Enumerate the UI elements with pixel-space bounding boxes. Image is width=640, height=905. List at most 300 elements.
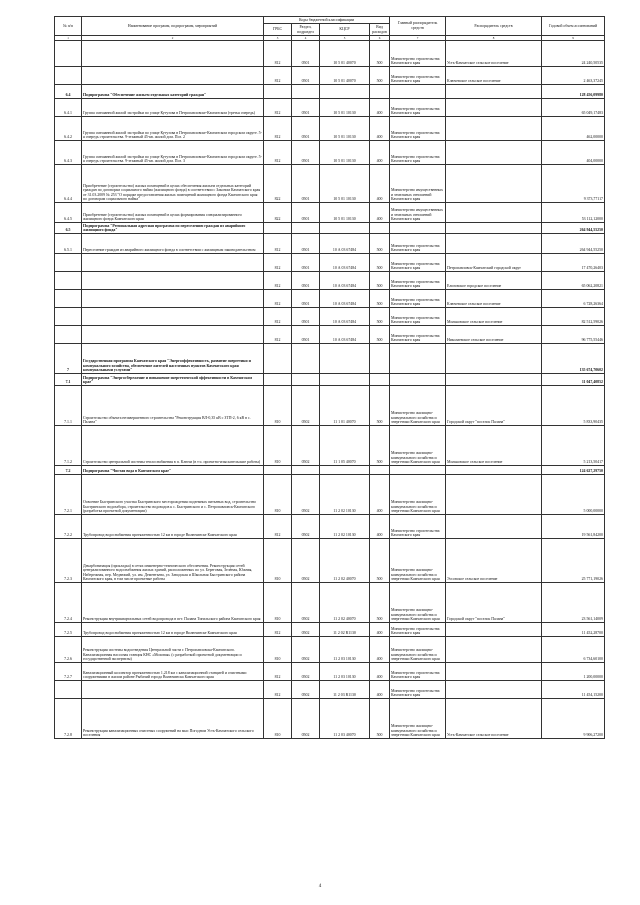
row-manager xyxy=(446,515,542,539)
row-name xyxy=(82,272,264,290)
row-name xyxy=(82,41,264,67)
row-main-manager: Министерство строительства Камчатского края xyxy=(390,623,446,637)
row-razdel: 0502 xyxy=(292,515,320,539)
row-grbs: 812 xyxy=(264,326,292,344)
row-vr: 400 xyxy=(370,515,390,539)
row-name: Подпрограмма "Чистая вода в Камчатском крае" xyxy=(82,466,264,475)
row-sum: 124 627,29750 xyxy=(542,466,605,475)
row-name: Реконструкция канализационных очистных сооружений на мыс Погодном Усть-Камчатского сельского поселения xyxy=(82,699,264,739)
row-vr: 400 xyxy=(370,165,390,203)
row-name: Трубопровод водоснабжения протяженностью 12 км в городе Вилючинске Камчатского края xyxy=(82,623,264,637)
row-main-manager xyxy=(390,85,446,99)
row-razdel: 0501 xyxy=(292,41,320,67)
row-name: Группа смешанной жилой застройки по улице Кутузова в Петропавловске-Камчатском (третья очередь) xyxy=(82,99,264,117)
row-sum: 24 240,50535 xyxy=(542,41,605,67)
row-sum: 6 734,60100 xyxy=(542,637,605,663)
table-row xyxy=(55,272,605,290)
row-name: Реконструкция внутриквартальных сетей водопровода в пгт. Палана Тигильского района Камчатского края xyxy=(82,583,264,623)
row-main-manager: Министерство строительства Камчатского края xyxy=(390,41,446,67)
row-grbs: 812 xyxy=(264,623,292,637)
row-manager xyxy=(446,141,542,165)
row-name: Канализационный коллектор протяженностью 1,218 км с канализационной станцией и очистными сооружениями в жилом районе Рыбачий города Вилючинска Камчатского края xyxy=(82,663,264,681)
row-number: 7.1.2 xyxy=(55,426,82,466)
row-manager xyxy=(446,623,542,637)
row-name: Подпрограмма "Энергосбережение и повышение энергетической эффективности в Камчатском крае" xyxy=(82,374,264,386)
row-razdel: 0501 xyxy=(292,141,320,165)
row-grbs: 822 xyxy=(264,203,292,223)
row-number: 6.4.4 xyxy=(55,165,82,203)
row-vr: 400 xyxy=(370,663,390,681)
row-sum: 5 000,00000 xyxy=(542,475,605,515)
row-number: 7.2.5 xyxy=(55,623,82,637)
table-row xyxy=(55,663,605,681)
row-number xyxy=(55,681,82,699)
row-manager: Петропавловск-Камчатский городской округ xyxy=(446,254,542,272)
row-number: 7.1.1 xyxy=(55,386,82,426)
row-name xyxy=(82,681,264,699)
row-number: 7.2.6 xyxy=(55,637,82,663)
row-ksr: 11 2 02 40070 xyxy=(320,539,370,583)
row-vr: 500 xyxy=(370,426,390,466)
row-razdel: 0502 xyxy=(292,475,320,515)
row-number: 6.4.2 xyxy=(55,117,82,141)
row-manager xyxy=(446,223,542,234)
row-ksr: 11 2 03 R1130 xyxy=(320,681,370,699)
row-manager: Городской округ "поселок Палана" xyxy=(446,583,542,623)
row-name: Группа смешанной жилой застройки по улице Кутузова в Петропавловске-Камчатском городском округе. 5-я очередь строительства. 9-этажный 45-кв. жилой дом. Поз. 2 xyxy=(82,117,264,141)
row-number: 7.2.4 xyxy=(55,583,82,623)
row-vr: 500 xyxy=(370,308,390,326)
row-sum: 264 944,55250 xyxy=(542,223,605,234)
row-vr xyxy=(370,374,390,386)
row-ksr: 11 2 02 10130 xyxy=(320,515,370,539)
row-grbs: 812 xyxy=(264,99,292,117)
row-grbs: 812 xyxy=(264,117,292,141)
row-razdel xyxy=(292,223,320,234)
row-razdel: 0501 xyxy=(292,203,320,223)
row-vr: 400 xyxy=(370,623,390,637)
row-ksr xyxy=(320,85,370,99)
header-total: Годовой объем ассигнований xyxy=(542,17,605,36)
row-vr: 500 xyxy=(370,290,390,308)
row-manager: Усть-Камчатское сельское поселение xyxy=(446,699,542,739)
row-ksr: 10 А 03 67484 xyxy=(320,234,370,254)
row-name: Переселение граждан из аварийного жилищного фонда в соответствии с жилищным законодательством xyxy=(82,234,264,254)
row-grbs xyxy=(264,374,292,386)
header-vr: Вид расходов xyxy=(370,24,390,36)
row-name: Трубопровод водоснабжения протяженностью 12 км в городе Вилючинске Камчатского края xyxy=(82,515,264,539)
row-razdel: 0501 xyxy=(292,117,320,141)
row-manager: Мильковское сельское поселение xyxy=(446,426,542,466)
row-sum: 96 775,55446 xyxy=(542,326,605,344)
row-name: Подпрограмма "Обеспечение жильем отдельных категорий граждан" xyxy=(82,85,264,99)
row-grbs: 810 xyxy=(264,583,292,623)
row-manager: Мильковское сельское поселение xyxy=(446,308,542,326)
row-main-manager: Министерство строительства Камчатского края xyxy=(390,308,446,326)
table-row xyxy=(55,99,605,117)
table-row xyxy=(55,699,605,739)
table-row xyxy=(55,203,605,223)
row-sum: 65 062,20821 xyxy=(542,272,605,290)
row-ksr xyxy=(320,466,370,475)
row-number xyxy=(55,326,82,344)
header-manager: Распорядитель средств xyxy=(446,17,542,36)
table-row xyxy=(55,637,605,663)
row-manager: Елизовское городское поселение xyxy=(446,272,542,290)
header-codes-group: Коды бюджетной классификации xyxy=(264,17,390,24)
row-vr xyxy=(370,344,390,374)
header-name: Наименование программ, подпрограмм, мероприятий xyxy=(82,17,264,36)
table-row xyxy=(55,583,605,623)
table-row xyxy=(55,475,605,515)
table-row xyxy=(55,67,605,85)
row-sum: 82 512,59026 xyxy=(542,308,605,326)
row-vr: 400 xyxy=(370,475,390,515)
row-sum: 11 452,28700 xyxy=(542,623,605,637)
row-vr: 500 xyxy=(370,67,390,85)
row-razdel: 0502 xyxy=(292,637,320,663)
row-sum: 25 771,19026 xyxy=(542,539,605,583)
column-index: 2 xyxy=(82,36,264,41)
row-razdel: 0501 xyxy=(292,99,320,117)
row-sum: 6 728,26364 xyxy=(542,290,605,308)
row-grbs xyxy=(264,344,292,374)
table-row xyxy=(55,41,605,67)
row-manager xyxy=(446,165,542,203)
row-main-manager: Министерство жилищно-коммунального хозяйства и энергетики Камчатского края xyxy=(390,426,446,466)
row-main-manager: Министерство строительства Камчатского края xyxy=(390,117,446,141)
row-sum: 2 463,37245 xyxy=(542,67,605,85)
row-number xyxy=(55,67,82,85)
row-ksr: 10 А 03 67484 xyxy=(320,326,370,344)
row-sum: 462,00000 xyxy=(542,117,605,141)
row-grbs: 810 xyxy=(264,386,292,426)
row-number: 7.2.2 xyxy=(55,515,82,539)
row-manager xyxy=(446,637,542,663)
row-sum: 17 470,26403 xyxy=(542,254,605,272)
row-razdel: 0501 xyxy=(292,234,320,254)
row-ksr: 11 2 03 10130 xyxy=(320,663,370,681)
row-ksr: 11 2 03 40070 xyxy=(320,699,370,739)
column-index: 8 xyxy=(446,36,542,41)
row-name xyxy=(82,254,264,272)
row-manager: Эссовское сельское поселение xyxy=(446,539,542,583)
row-number: 6.5 xyxy=(55,223,82,234)
row-sum: 264 944,55250 xyxy=(542,234,605,254)
row-grbs: 812 xyxy=(264,41,292,67)
row-grbs xyxy=(264,466,292,475)
row-main-manager: Министерство строительства Камчатского края xyxy=(390,234,446,254)
row-ksr: 10 А 03 67484 xyxy=(320,308,370,326)
row-sum: 11 047,40852 xyxy=(542,374,605,386)
row-main-manager: Министерство строительства Камчатского края xyxy=(390,326,446,344)
row-name: Государственная программа Камчатского края "Энергоэффективность, развитие энергетики и коммунального хозяйства, обеспечение жителей населенных пунктов Камчатского края коммунальными услугами" xyxy=(82,344,264,374)
row-number: 6.4 xyxy=(55,85,82,99)
column-index: 5 xyxy=(320,36,370,41)
row-vr: 400 xyxy=(370,141,390,165)
row-number xyxy=(55,272,82,290)
row-number: 7.1 xyxy=(55,374,82,386)
row-razdel xyxy=(292,374,320,386)
table-row xyxy=(55,117,605,141)
row-ksr: 11 2 02 10130 xyxy=(320,475,370,515)
row-main-manager: Министерство строительства Камчатского края xyxy=(390,290,446,308)
row-ksr: 10 А 03 67484 xyxy=(320,272,370,290)
row-razdel: 0502 xyxy=(292,623,320,637)
row-name: Подпрограмма "Региональная адресная программа по переселению граждан из аварийного жилищного фонда" xyxy=(82,223,264,234)
row-manager: Ключевское сельское поселение xyxy=(446,290,542,308)
row-number: 6.5.1 xyxy=(55,234,82,254)
row-grbs: 812 xyxy=(264,681,292,699)
row-number xyxy=(55,254,82,272)
row-sum: 1 200,00000 xyxy=(542,663,605,681)
row-main-manager: Министерство строительства Камчатского края xyxy=(390,515,446,539)
row-number: 7 xyxy=(55,344,82,374)
row-razdel: 0501 xyxy=(292,254,320,272)
row-name: Группа смешанной жилой застройки по улице Кутузова в Петропавловске-Камчатском городском округе. 5-я очередь строительства. 9-этажный 45-кв. жилой дом. Поз. 3 xyxy=(82,141,264,165)
row-manager xyxy=(446,117,542,141)
row-ksr: 10 А 03 67484 xyxy=(320,290,370,308)
row-vr: 500 xyxy=(370,254,390,272)
column-index: 3 xyxy=(264,36,292,41)
header-razdel: Раздел, подраздел xyxy=(292,24,320,36)
row-vr: 500 xyxy=(370,583,390,623)
row-ksr: 11 2 02 R1130 xyxy=(320,623,370,637)
header-main-manager: Главный распорядитель средств xyxy=(390,17,446,36)
row-razdel: 0502 xyxy=(292,699,320,739)
row-vr: 500 xyxy=(370,272,390,290)
row-main-manager: Министерство жилищно-коммунального хозяйства и энергетики Камчатского края xyxy=(390,539,446,583)
row-manager: Ключевское сельское поселение xyxy=(446,67,542,85)
table-row xyxy=(55,223,605,234)
table-row xyxy=(55,290,605,308)
row-main-manager: Министерство строительства Камчатского края xyxy=(390,67,446,85)
row-manager xyxy=(446,234,542,254)
row-number: 7.2.7 xyxy=(55,663,82,681)
row-manager xyxy=(446,203,542,223)
column-index: 1 xyxy=(55,36,82,41)
table-row xyxy=(55,681,605,699)
row-manager: Усть-Камчатское сельское поселение xyxy=(446,41,542,67)
row-grbs: 812 xyxy=(264,290,292,308)
row-vr: 400 xyxy=(370,637,390,663)
row-manager xyxy=(446,663,542,681)
table-row xyxy=(55,344,605,374)
row-main-manager: Министерство строительства Камчатского края xyxy=(390,681,446,699)
row-ksr: 11 2 03 10130 xyxy=(320,637,370,663)
row-razdel: 0501 xyxy=(292,67,320,85)
row-manager xyxy=(446,681,542,699)
row-sum: 19 561,84200 xyxy=(542,515,605,539)
column-index: 6 xyxy=(370,36,390,41)
row-main-manager: Министерство строительства Камчатского края xyxy=(390,254,446,272)
row-main-manager: Министерство строительства Камчатского края xyxy=(390,272,446,290)
header-ksr: КЦСР xyxy=(320,24,370,36)
row-grbs: 812 xyxy=(264,67,292,85)
row-razdel: 0502 xyxy=(292,681,320,699)
row-name: Декарбонизация (прокладка) в сетях инженерно-технического обеспечения. Реконструкция сетей централизованного водоснабжения жилых зданий, расположенных по ул. Береговая, Зелёная, Южная, Набережная, пер. Медвежий, ул. им. Дементьева, ул. Заводская и Школьная Быстринского района Камчатского края, в том числе проектные работы xyxy=(82,539,264,583)
row-razdel: 0501 xyxy=(292,165,320,203)
row-main-manager: Министерство жилищно-коммунального хозяйства и энергетики Камчатского края xyxy=(390,475,446,515)
row-grbs: 812 xyxy=(264,141,292,165)
row-vr: 400 xyxy=(370,681,390,699)
row-grbs: 812 xyxy=(264,515,292,539)
table-row xyxy=(55,141,605,165)
row-manager xyxy=(446,466,542,475)
row-grbs: 822 xyxy=(264,165,292,203)
row-number: 6.4.1 xyxy=(55,99,82,117)
row-manager xyxy=(446,475,542,515)
row-ksr: 10 5 01 10130 xyxy=(320,117,370,141)
row-manager xyxy=(446,374,542,386)
table-row xyxy=(55,165,605,203)
row-grbs: 812 xyxy=(264,308,292,326)
row-ksr: 11 1 01 40070 xyxy=(320,386,370,426)
table-row xyxy=(55,326,605,344)
row-main-manager xyxy=(390,466,446,475)
row-sum: 9 906,27200 xyxy=(542,699,605,739)
table-row xyxy=(55,515,605,539)
row-name xyxy=(82,290,264,308)
row-main-manager: Министерство жилищно-коммунального хозяйства и энергетики Камчатского края xyxy=(390,699,446,739)
row-vr: 500 xyxy=(370,386,390,426)
row-number: 7.2.3 xyxy=(55,539,82,583)
row-grbs: 810 xyxy=(264,539,292,583)
row-ksr: 10 5 01 10130 xyxy=(320,165,370,203)
row-razdel xyxy=(292,344,320,374)
row-razdel xyxy=(292,85,320,99)
row-sum: 128 456,09980 xyxy=(542,85,605,99)
row-vr: 400 xyxy=(370,117,390,141)
row-ksr: 10 5 01 10130 xyxy=(320,99,370,117)
row-grbs: 812 xyxy=(264,272,292,290)
table-body xyxy=(55,41,605,739)
row-main-manager: Министерство жилищно-коммунального хозяйства и энергетики Камчатского края xyxy=(390,583,446,623)
row-manager xyxy=(446,344,542,374)
table-row xyxy=(55,623,605,637)
row-vr: 500 xyxy=(370,234,390,254)
row-name: Приобретение (строительство) жилых помещений в целях формирования специализированного жилищного фонда Камчатского края xyxy=(82,203,264,223)
budget-table xyxy=(54,16,605,739)
row-ksr: 10 5 01 10130 xyxy=(320,203,370,223)
row-ksr xyxy=(320,223,370,234)
row-name: Строительство центральной системы теплоснабжения в п. Ключи (в т.ч. проектно-изыскательские работы) xyxy=(82,426,264,466)
row-razdel: 0501 xyxy=(292,272,320,290)
row-grbs xyxy=(264,223,292,234)
row-main-manager: Министерство имущественных и земельных отношений Камчатского края xyxy=(390,165,446,203)
row-grbs: 812 xyxy=(264,234,292,254)
row-main-manager xyxy=(390,374,446,386)
row-razdel: 0501 xyxy=(292,326,320,344)
header-num: № п/п xyxy=(55,17,82,36)
row-ksr xyxy=(320,374,370,386)
row-razdel: 0501 xyxy=(292,290,320,308)
row-number xyxy=(55,290,82,308)
row-number: 6.4.5 xyxy=(55,203,82,223)
page-number: 4 xyxy=(318,884,322,889)
row-grbs: 810 xyxy=(264,699,292,739)
table-row xyxy=(55,386,605,426)
row-grbs: 810 xyxy=(264,475,292,515)
row-vr: 500 xyxy=(370,699,390,739)
row-sum: 404,00000 xyxy=(542,141,605,165)
row-sum: 5 213,50417 xyxy=(542,426,605,466)
row-name xyxy=(82,67,264,85)
row-name xyxy=(82,308,264,326)
column-index: 7 xyxy=(390,36,446,41)
row-razdel xyxy=(292,466,320,475)
row-name: Освоение Быстринского участка Быстринского месторождения подземных питьевых вод, строительство Быстринского водозабора, строительство водоводов к с. Быстринского и с. Петропавловск-Камчатского (разработка проектной документации) xyxy=(82,475,264,515)
row-main-manager: Министерство строительства Камчатского края xyxy=(390,141,446,165)
row-razdel: 0502 xyxy=(292,539,320,583)
row-grbs: 810 xyxy=(264,426,292,466)
table-row xyxy=(55,426,605,466)
row-grbs: 812 xyxy=(264,254,292,272)
row-main-manager: Министерство строительства Камчатского края xyxy=(390,99,446,117)
row-grbs: 812 xyxy=(264,663,292,681)
row-razdel: 0502 xyxy=(292,426,320,466)
row-ksr: 10 5 01 10130 xyxy=(320,141,370,165)
row-razdel: 0502 xyxy=(292,386,320,426)
row-grbs xyxy=(264,85,292,99)
row-sum: 65 049,17483 xyxy=(542,99,605,117)
budget-document xyxy=(54,16,604,739)
row-number xyxy=(55,308,82,326)
table-row xyxy=(55,539,605,583)
row-sum: 11 454,15200 xyxy=(542,681,605,699)
row-razdel: 0502 xyxy=(292,663,320,681)
row-main-manager xyxy=(390,344,446,374)
row-main-manager xyxy=(390,223,446,234)
row-vr xyxy=(370,85,390,99)
row-number: 7.2 xyxy=(55,466,82,475)
row-main-manager: Министерство жилищно-коммунального хозяйства и энергетики Камчатского края xyxy=(390,637,446,663)
row-razdel: 0502 xyxy=(292,583,320,623)
row-main-manager: Министерство имущественных и земельных отношений Камчатского края xyxy=(390,203,446,223)
row-vr: 500 xyxy=(370,326,390,344)
row-razdel: 0501 xyxy=(292,308,320,326)
row-number xyxy=(55,41,82,67)
column-index: 4 xyxy=(292,36,320,41)
row-number: 7.2.8 xyxy=(55,699,82,739)
row-ksr: 10 5 01 40070 xyxy=(320,41,370,67)
row-ksr xyxy=(320,344,370,374)
row-main-manager: Министерство строительства Камчатского края xyxy=(390,663,446,681)
column-index: 9 xyxy=(542,36,605,41)
row-vr xyxy=(370,223,390,234)
row-ksr: 10 А 03 67484 xyxy=(320,254,370,272)
row-sum: 135 674,70602 xyxy=(542,344,605,374)
row-name: Приобретение (строительство) жилых помещений в целях обеспечения жильем отдельных категорий граждан по договорам социального найма (жилищного фонда) в соответствии с Законом Камчатского края от 31.03.2009 № 253 "О порядке предоставления жилых помещений жилищного фонда Камчатского края по договорам социального найма" xyxy=(82,165,264,203)
row-vr: 500 xyxy=(370,41,390,67)
row-ksr: 11 1 05 40070 xyxy=(320,426,370,466)
row-vr: 400 xyxy=(370,99,390,117)
row-ksr: 10 5 01 40070 xyxy=(320,67,370,85)
row-grbs: 810 xyxy=(264,637,292,663)
row-vr xyxy=(370,466,390,475)
row-name: Реконструкция системы водоотведения Центральной части г. Петропавловска-Камчатского. Канализационная насосная станция КНС «Моховая» (с разработкой проектной документации и государственной экспертизы) xyxy=(82,637,264,663)
table-row xyxy=(55,234,605,254)
table-row xyxy=(55,374,605,386)
row-manager xyxy=(446,99,542,117)
row-name: Строительство объекта незавершенного строительства "Реконструкция ВЛ-0,35 кВ с ЗТП-2, 6 кВ в с. Палана" xyxy=(82,386,264,426)
row-vr: 400 xyxy=(370,203,390,223)
table-row xyxy=(55,308,605,326)
header-grbs: ГРБС xyxy=(264,24,292,36)
row-manager: Городской округ "поселок Палана" xyxy=(446,386,542,426)
row-main-manager: Министерство жилищно-коммунального хозяйства и энергетики Камчатского края xyxy=(390,386,446,426)
row-number: 7.2.1 xyxy=(55,475,82,515)
